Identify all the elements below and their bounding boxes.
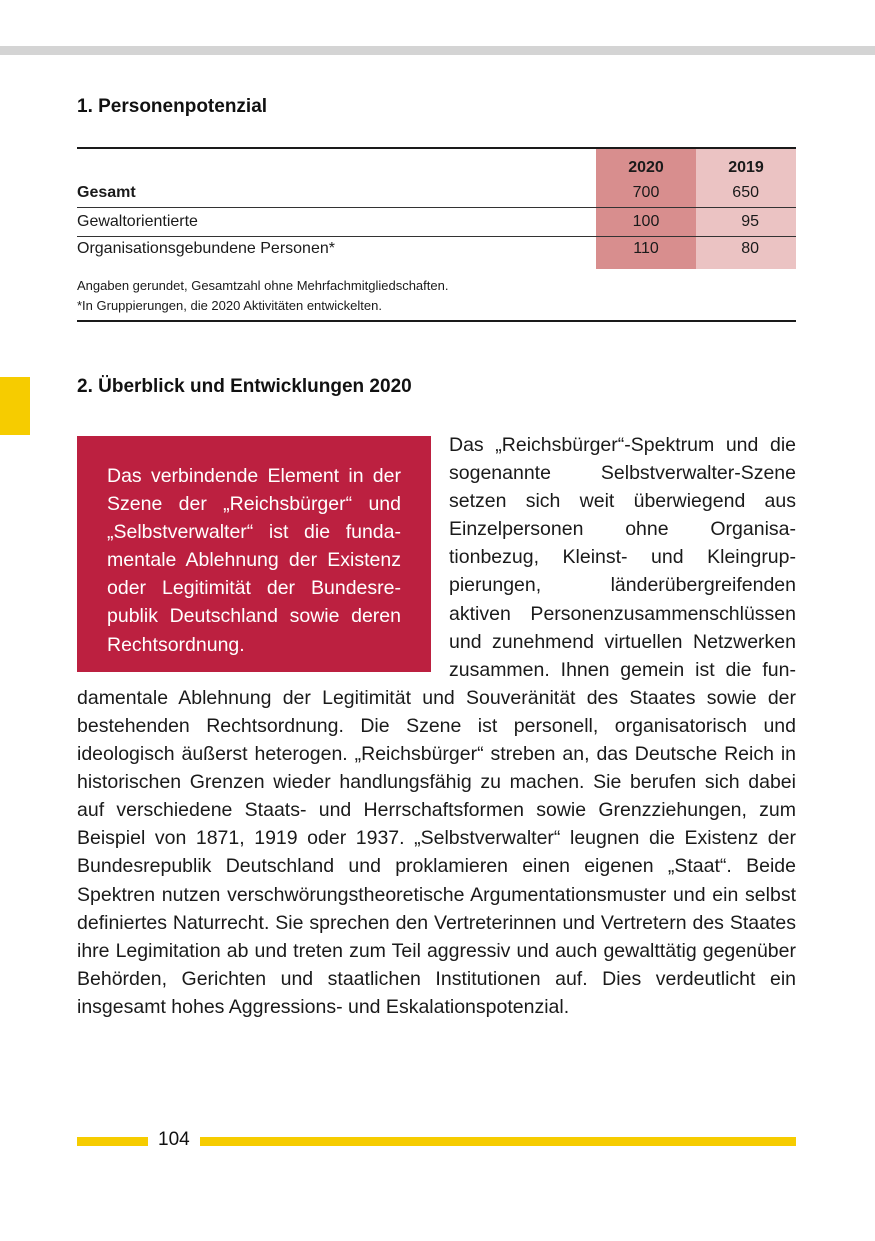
chapter-side-tab xyxy=(0,377,30,435)
cell-2020: 700 xyxy=(596,179,696,208)
table-notes xyxy=(77,276,796,322)
section-title-personenpotenzial: 1. Personenpotenzial xyxy=(77,96,268,117)
table-row xyxy=(77,237,796,270)
top-rule xyxy=(0,46,875,55)
table-row xyxy=(77,179,796,208)
cell-2020: 100 xyxy=(596,208,696,237)
callout-box: Das verbindende Element in der Szene der „Reichsbürger“ und „Selbstverwalter“ ist die fundamentale Ablehnung der Existenz oder Legitimität der Bundesrepublik Deutschland sowie deren Rechtsordnung. xyxy=(77,436,431,672)
personenpotenzial-table xyxy=(77,147,796,269)
cell-2019: 650 xyxy=(696,179,796,208)
table-row xyxy=(77,208,796,237)
body-paragraph: Das „Reichsbürger“-Spektrum und die sogenannte Selbstverwalter-Szene setzen sich weit überwiegend aus Einzelpersonen ohne Organisationbezug, Kleinst- und Kleingruppierungen, länderübergreifenden aktiven Personenzusammenschlüssen und zunehmend virtuellen Netzwerken zusammen. Ihnen gemein ist die fundamentale Ablehnung der Legitimität und Souveränität des Staates sowie der bestehenden Rechtsordnung. Die Szene ist personell, organisatorisch und ideologisch äußerst heterogen. „Reichsbürger“ streben an, das Deutsche Reich in historischen Grenzen wieder handlungsfähig zu machen. Sie berufen sich dabei auf verschiedene Staats- und Herrschaftsformen sowie Grenzziehungen, zum Beispiel von 1871, 1919 oder 1937. „Selbstverwalter“ leugnen die Existenz der Bundesrepublik Deutschland und proklamieren einen eigenen „Staat“. Beide Spektren nutzen verschwörungstheoretische Argumentationsmuster und ein selbst definiertes Naturrecht. Sie sprechen den Vertreterinnen und Vertretern des Staates ihre Legimitation ab und treten zum Teil aggressiv und auch gewalttätig gegenüber Behörden, Gerichten und staatlichen Institutionen auf. Dies verdeutlicht ein insgesamt hohes Aggressions- und Eskalationspotenzial. xyxy=(77,434,796,1018)
row-label: Organisationsgebundene Personen* xyxy=(77,240,335,257)
table-header-label xyxy=(77,148,596,179)
cell-2019: 80 xyxy=(696,237,796,270)
row-label: Gewaltorientierte xyxy=(77,208,596,237)
cell-2019: 95 xyxy=(696,208,796,237)
table-header-row xyxy=(77,148,796,179)
table-header-2019: 2019 xyxy=(696,148,796,179)
table-footnote: *In Gruppierungen, die 2020 Aktivitäten entwickelten. xyxy=(77,298,382,313)
section-title-ueberblick: 2. Überblick und Entwicklungen 2020 xyxy=(77,376,412,397)
page-number: 104 xyxy=(158,1129,190,1150)
article-body xyxy=(77,431,796,1021)
row-label: Gesamt xyxy=(77,179,596,208)
cell-2020: 110 xyxy=(596,237,696,270)
table-header-2020: 2020 xyxy=(596,148,696,179)
table-note: Angaben gerundet, Gesamtzahl ohne Mehrfachmitgliedschaften. xyxy=(77,278,449,293)
footer-bar-left xyxy=(77,1137,148,1146)
footer-bar-right xyxy=(200,1137,796,1146)
